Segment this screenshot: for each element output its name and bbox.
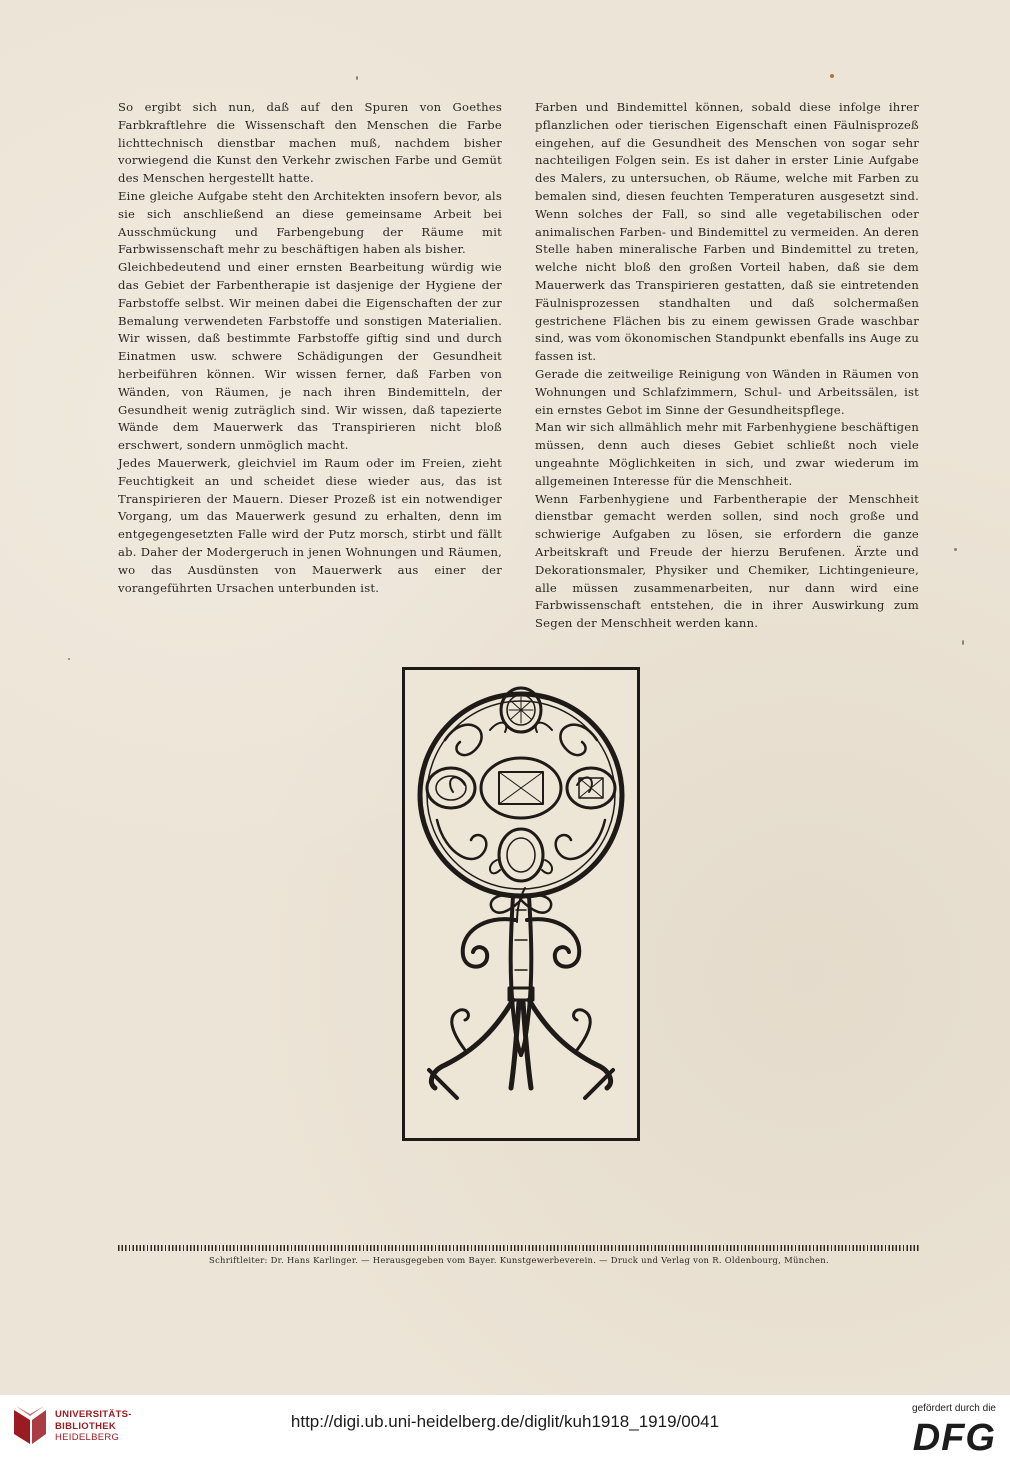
ink-speck (954, 548, 957, 551)
ornamental-tree-woodcut-icon (405, 670, 637, 1138)
dfg-logo[interactable]: DFG (912, 1417, 996, 1459)
paragraph: Eine gleiche Aufgabe steht den Architekten insofern bevor, als sie sich anschließend an diese gemeinsame Arbeit bei Ausschmückung und Farbengebung der Räume mit Farbwissenschaft mehr zu beschäftigen haben als bisher. (118, 188, 502, 257)
paragraph: So ergibt sich nun, daß auf den Spuren von Goethes Farbkraftlehre die Wissenschaft den Menschen die Farbe lichttechnisch dienstbar machen muß, nachdem bisher vorwiegend die Kunst den Verkehr zwischen Farbe und Gemüt des Menschen hergestellt hatte. (118, 100, 502, 186)
paragraph: Gleichbedeutend und einer ernsten Bearbeitung würdig wie das Gebiet der Farbentherapie ist dasjenige der Hygiene der Farbstoffe selbst. Wir meinen dabei die Eigenschaften der zur Bemalung verwendeten Farbstoffe und sonstigen Materialien. Wir wissen, daß bestimmte Farbstoffe giftig sind und durch Einatmen usw. schwere Schädigungen der Gesundheit herbeiführen können. Wir wissen ferner, daß Farben von Wänden, von Räumen, je nach ihren Bindemitteln, der Gesundheit wenig zuträglich sind. Wir wissen, daß tapezierte Wände dem Mauerwerk das Transpirieren nicht bloß erschwert, sondern unmöglich macht. (118, 260, 502, 453)
digitization-bar (0, 1395, 1010, 1469)
dotted-rule (118, 1245, 920, 1251)
sponsor-label: gefördert durch die (912, 1403, 996, 1414)
woodcut-illustration (402, 667, 640, 1141)
library-line: BIBLIOTHEK (55, 1420, 117, 1432)
publication-credits: Schriftleiter: Dr. Hans Karlinger. — Herausgegeben vom Bayer. Kunstgewerbeverein. — Druck und Verlag von R. Oldenbourg, München. (209, 1255, 829, 1265)
sponsor-block (886, 1403, 996, 1458)
ink-speck (356, 76, 358, 80)
paragraph: Gerade die zeitweilige Reinigung von Wänden in Räumen von Wohnungen und Schlafzimmern, Schul- und Arbeitssälen, ist ein ernstes Gebot im Sinne der Gesundheitspflege. (535, 366, 919, 417)
paragraph: Farben und Bindemittel können, sobald diese infolge ihrer pflanzlichen oder tierischen Eigenschaft einen Fäulnisprozeß eingehen, auf die Gesundheit des Menschen von sogar sehr nachteiligen Folgen sein. Es ist daher in erster Linie Aufgabe des Malers, zu untersuchen, ob Räume, welche mit Farben zu bemalen sind, diesen feuchten Temperaturen ausgesetzt sind. Wenn solches der Fall, so sind alle vegetabilischen oder animalischen Farben- und Bindemittel zu vermeiden. An deren Stelle haben mineralische Farben und Bindemittel zu treten, welche nicht bloß den großen Vorteil haben, daß sie dem Mauerwerk das Transpirieren gestatten, daß sie eintretenden Fäulnisprozessen standhalten und daß solchermaßen gestrichene Flächen bis zu einem gewissen Grade waschbar sind, was vom ökonomischen Standpunkt ebenfalls ins Auge zu fassen ist. (535, 100, 919, 364)
library-line: HEIDELBERG (55, 1432, 120, 1443)
ink-speck (830, 74, 834, 78)
permalink-url[interactable]: http://digi.ub.uni-heidelberg.de/diglit/kuh1918_1919/0041 (290, 1412, 720, 1431)
ink-speck (962, 640, 964, 645)
paragraph: Man wir sich allmählich mehr mit Farbenhygiene beschäftigen müssen, denn auch dieses Gebiet schließt noch viele ungeahnte Möglichkeiten in sich, und zwar wiederum im allgemeinen Interesse für die Menschheit. (535, 420, 919, 488)
library-line: UNIVERSITÄTS- (55, 1409, 132, 1420)
right-text-column (535, 99, 919, 633)
left-text-column (118, 99, 502, 597)
ink-speck (68, 658, 70, 660)
paragraph: Wenn Farbenhygiene und Farbentherapie der Menschheit dienstbar gemacht werden sollen, sind noch große und schwierige Aufgaben zu lösen, sie erfordern die ganze Arbeitskraft und Freude der hierzu Berufenen. Ärzte und Dekorationsmaler, Physiker und Chemiker, Lichtingenieure, alle müssen zusammenarbeiten, nur dann wird eine Farbwissenschaft entstehen, die in ihrer Auswirkung zum Segen der Menschheit werden kann. (535, 491, 919, 631)
paragraph: Jedes Mauerwerk, gleichviel im Raum oder im Freien, zieht Feuchtigkeit an und scheidet diese wieder aus, das ist Transpirieren der Mauern. Dieser Prozeß ist ein notwendiger Vorgang, um das Mauerwerk gesund zu erhalten, denn im entgegengesetzten Falle wird der Putz morsch, stirbt und fällt ab. Daher der Modergeruch in jenen Wohnungen und Räumen, wo das Ausdünsten von Mauerwerk aus einer der vorangeführten Ursachen unterbunden ist. (118, 455, 502, 595)
